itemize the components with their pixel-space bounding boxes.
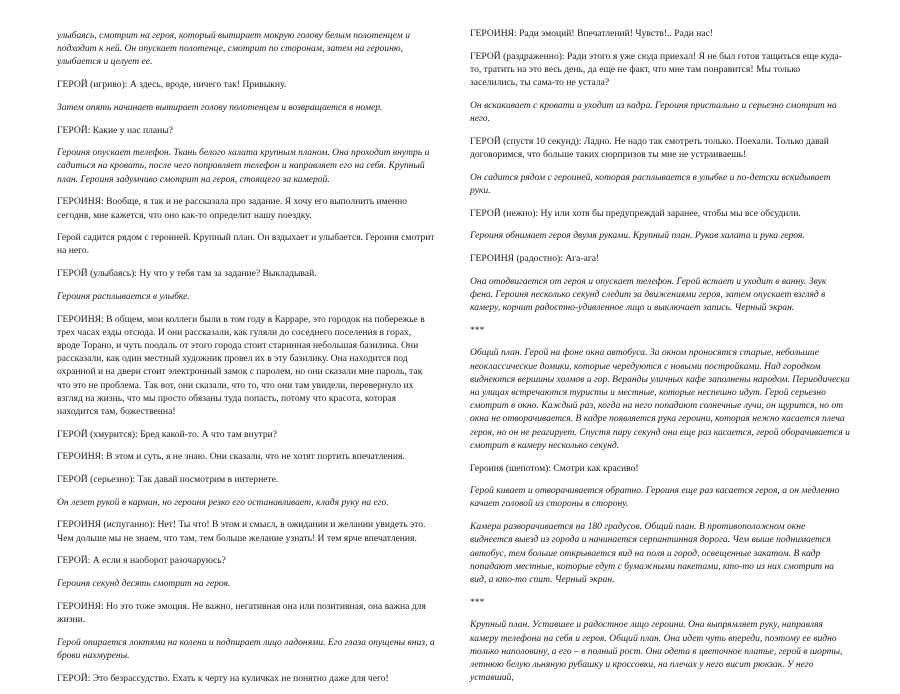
dialogue-paragraph: ГЕРОИНЯ (радостно): Ага-ага! <box>470 252 600 264</box>
action-paragraph: Героиня опускает телефон. Ткань белого халата крупным планом. Она проходит внутрь и садиться на кровать, после чего поправляет телефон и направляет его на себя. Крупный план. Героиня задумчиво смотрит на героя, стоящего за камерой. <box>57 147 430 185</box>
dialogue-paragraph: ГЕРОЙ (игриво): А здесь, вроде, ничего так! Привыкну. <box>57 79 287 91</box>
dialogue-paragraph: ГЕРОЙ: Это безрассудство. Ехать к черту на куличках не понятно даже для чего! <box>57 672 389 684</box>
dialogue-paragraph: ГЕРОЙ (серьезно): Так давай посмотрим в интернете. <box>57 474 279 486</box>
action-paragraph: Он вскакивает с кровати и уходит из кадра. Героиня пристально и серьезно смотрит на него. <box>470 99 837 125</box>
action-paragraph: Героиня расплывается в улыбке. <box>57 290 190 302</box>
dialogue-paragraph: Героиня (шепотом): Смотри как красиво! <box>470 462 639 474</box>
dialogue-paragraph: ГЕРОЙ: А если я наоборот разочаруюсь? <box>57 555 226 567</box>
dialogue-paragraph: ГЕРОИНЯ: Ради эмоций! Впечатлений! Чувств!.. Ради нас! <box>470 28 714 39</box>
dialogue-paragraph: ГЕРОИНЯ: Вообще, я так и не рассказала про задание. Я хочу его выполнить именно сегодня, мне кажется, что оно как-то определит нашу поездку. <box>57 196 408 221</box>
action-paragraph: Затем опять начинает вытирает голову полотенцем и возвращается в номер. <box>57 101 383 113</box>
action-paragraph: Он садится рядом с героиней, которая расплывается в улыбке и по-детски вскидывает руки. <box>470 171 831 196</box>
action-paragraph: Камера разворачивается на 180 градусов. Общий план. В противоположном окне виднеется выезд из города и начинается серпантинная дорога. Чем выше поднимается автобус, тем больше открывается вид на поля и город, освещенные закатом. В кадр попадают местные, которые едут с бумажными пакетами, кто-то из них смотрит на вид, а кто-то спит. Черный экран. <box>470 521 835 585</box>
dialogue-paragraph: ГЕРОЙ (улыбаясь): Ну что у тебя там за задание? Выкладывай. <box>57 268 317 280</box>
action-paragraph: Героиня обнимает героя двумя руками. Крупный план. Рукав халата и рука героя. <box>470 230 805 242</box>
right-page <box>450 0 900 684</box>
dialogue-paragraph: ГЕРОИНЯ: В общем, мои коллеги были в том году в Карраре, это городок на побережье в трех часах езды отсюда. И они рассказали, как гуляли до соседнего поселения в горах, вроде Торано, и чуть поодаль от этого города стоит старинная небольшая базилика. Они рассказали, как один местный художник провел их в эту базилику. Она находится под охранной и на двери стоит электронный замок с паролем, но они сказали мне пароль, так что это не проблема. Так вот, они сказали, что то, что они там увидели, перевернуло их взгляд на жизнь, что мы просто обязаны туда попасть, потому что красота, которая находится там, божественна! <box>57 313 425 417</box>
dialogue-paragraph: ГЕРОИНЯ: В этом и суть, я не знаю. Они сказали, что не хотят портить впечатления. <box>57 451 405 463</box>
dialogue-paragraph: Герой садится рядом с героиней. Крупный план. Он вздыхает и улыбается. Героиня смотрит на него. <box>57 232 435 257</box>
scene-separator: *** <box>470 324 485 336</box>
dialogue-paragraph: ГЕРОЙ (раздраженно): Ради этого я уже сюда приехал! Я не был готов тащиться еще куда-то, тратить на это весь день, да еще не факт, что мне там понравится! Мы только заселились, ты сама-то не устала? <box>470 50 842 89</box>
dialogue-paragraph: ГЕРОИНЯ (испуганно): Нет! Ты что! В этом и смысл, в ожидании и желании увидеть это. Чем дольше мы не знаем, что там, тем больше желание узнать! И тем ярче впечатления. <box>57 519 426 544</box>
action-paragraph: улыбаясь, смотрит на героя, который вытирает мокрую голову белым полотенцем и подходит к ней. Он опускает полотенце, смотрит по сторонам, затем на героиню, улыбается и целует ее. <box>57 30 410 68</box>
left-page-text <box>57 29 435 694</box>
left-page <box>0 0 450 684</box>
dialogue-paragraph: ГЕРОЙ (нежно): Ну или хотя бы предупреждай заранее, чтобы мы все обсудили. <box>470 207 801 219</box>
action-paragraph: Она отодвигается от героя и опускает телефон. Герой встает и уходит в ванну. Звук фена. Героиня несколько секунд следит за движениями героя, затем опускает взгляд в камеру, корчит радостно-удивленное лицо и выключает запись. Черный экран. <box>470 275 827 314</box>
action-paragraph: Крупный план. Уставшее и радостное лицо героини. Она выпрямляет руку, направляя камеру телефона на себя и героя. Общий план. Она идет чуть впереди, поэтому ее видно только наполовину, а его – в полный рост. Она одета в цветочное платье, герой в шорты, летнюю белую льняную рубашку и кроссовки, на плечах у него висит рюкзак. У него уставший, <box>470 619 843 684</box>
action-paragraph: Герой кивает и отворачивается обратно. Героиня еще раз касается героя, а он медленно качает головой из стороны в сторону. <box>470 485 840 510</box>
scene-separator: *** <box>470 596 485 608</box>
dialogue-paragraph: ГЕРОЙ: Какие у нас планы? <box>57 124 174 136</box>
dialogue-paragraph: ГЕРОЙ (хмурится): Бред какой-то. А что там внутри? <box>57 428 278 440</box>
dialogue-paragraph: ГЕРОЙ (спустя 10 секунд): Ладно. Не надо так смотреть только. Поехали. Только давай договоримся, что больше таких сюрпризов ты мне не устраиваешь! <box>470 135 829 160</box>
action-paragraph: Герой опирается локтями на колени и подпирает лицо ладонями. Его глаза опущены вниз, а брови нахмурены. <box>57 636 435 661</box>
dialogue-paragraph: ГЕРОИНЯ: Но это тоже эмоция. Не важно, негативная она или позитивная, она важна для жизни. <box>57 600 426 625</box>
action-paragraph: Он лезет рукой в карман, но героиня резко его останавливает, кладя руку на его. <box>57 496 389 508</box>
right-page-text <box>470 27 850 694</box>
action-paragraph: Общий план. Герой на фоне окна автобуса. За окном проносятся старые, небольшие неоклассические домики, которые чередуются с новыми постройками. Над городком виднеются вершины холмов и гор. Веранды уличных кафе заполнены народом. Периодически на улицах встречаются туристы и местные, которые неспешно идут. Герой серьезно смотрит в окно. Каждый раз, когда на него попадают солнечные лучи, он щурится, но от окна не отворачивается. В кадре появляется рука героини, которая нежно касается плеча героя, но он не реагирует. Спустя пару секунд она еще раз касается, герой оборачивается и смотрит в камеру несколько секунд. <box>470 347 850 451</box>
action-paragraph: Героиня секунд десять смотрит на героя. <box>57 578 231 590</box>
